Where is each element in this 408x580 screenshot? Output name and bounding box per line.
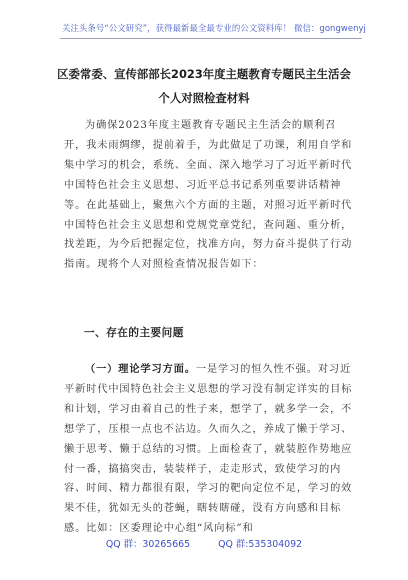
- footer-qq-group-1: QQ 群：30265665: [105, 539, 191, 550]
- subsection-text: 一是学习的恒久性不强。对习近平新时代中国特色社会主义思想的学习没有制定详实的目标和计划，学习由着自己的性子来，想学了，就多学一会，不想学了，压根一点也不沾边。久而久之，养成了懒于学习、懒于思考、懒于总结的习惯。上面检查了，就装腔作势地应付一番，搞搞突击，装装样子，走走形式，致使学习的内容、时间、精力都很有限，学习的靶向定位不足，学习的效果不佳，犹如无头的苍蝇，瞎转瞎碰，没有方向感和目标感。比如：区委理论中心组“风向标”和: [64, 364, 353, 535]
- document-subtitle: 个人对照检查材料: [158, 91, 250, 105]
- footer-qq-group-2: QQ 群:535304092: [218, 539, 303, 550]
- header-divider: [60, 38, 362, 39]
- document-title: 区委常委、宣传部部长2023年度主题教育专题民主生活会: [57, 67, 351, 81]
- intro-paragraph: 为确保2023年度主题教育专题民主生活会的顺利召开，我未雨绸缪，提前着手，为此做足了功课，利用自学和集中学习的机会，系统、全面、深入地学习了习近平新时代中国特色社会主义思想、习近平总书记系列重要讲话精神等。在此基础上，聚焦六个方面的主题，对照习近平新时代中国特色社会主义思想和党规党章党纪，查问题、重分析，找差距，为今后把握定位，找准方向，努力奋斗提供了行动指南。现将个人对照检查情况报告如下：: [64, 120, 353, 271]
- section-heading: 一、存在的主要问题: [84, 327, 184, 339]
- footer-contact: [0, 536, 408, 550]
- subsection-paragraph: [64, 360, 354, 539]
- header-banner: 关注头条号“公文研究”，获得最新最全最专业的公文资料库！ 微信：gongwenyj: [62, 23, 366, 33]
- subsection-heading: （一）理论学习方面。: [85, 364, 196, 375]
